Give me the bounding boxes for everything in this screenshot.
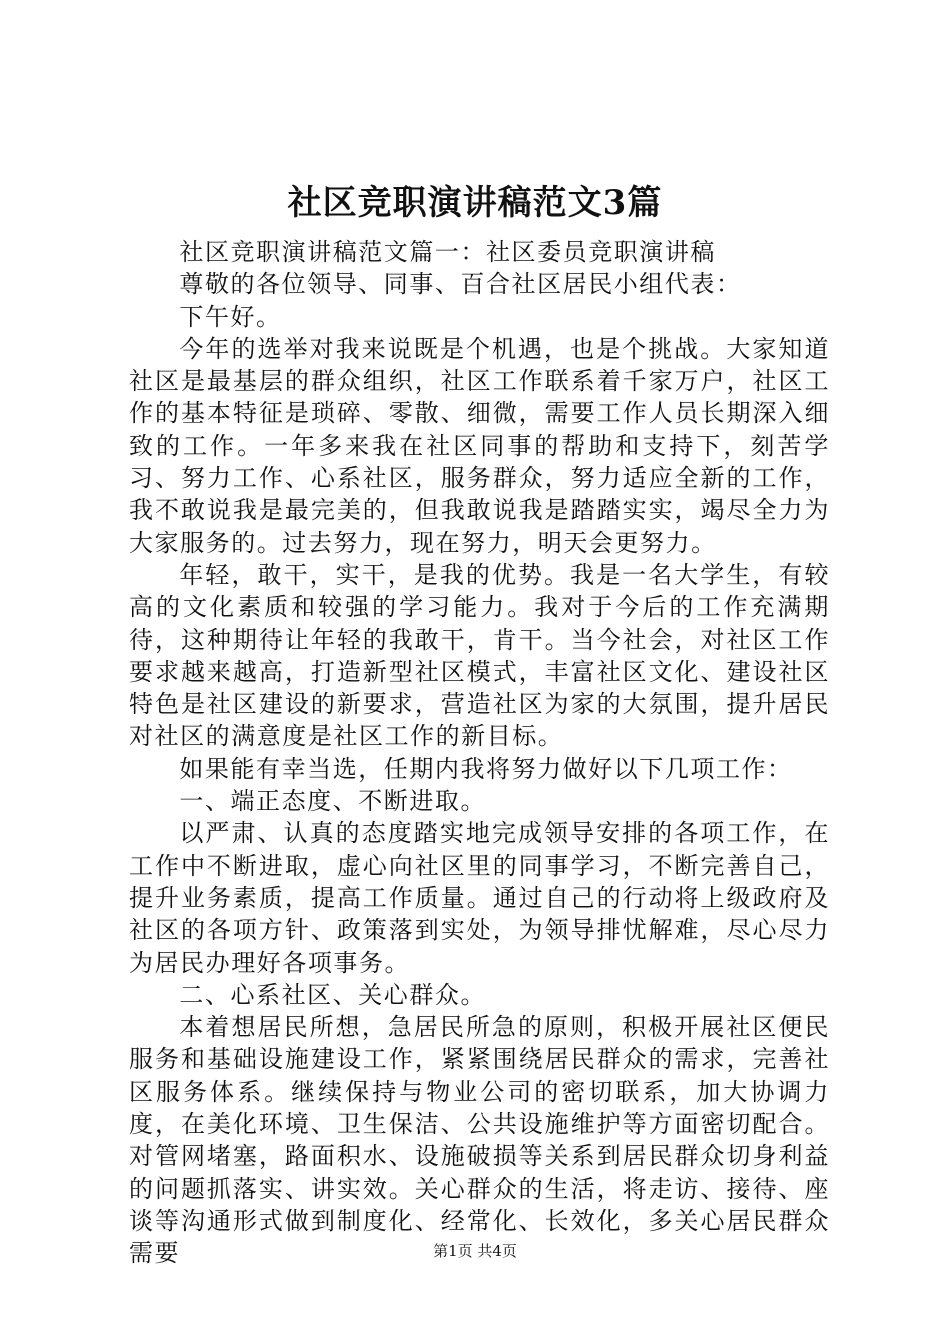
paragraph: 二、心系社区、关心群众。 [179,980,486,1009]
paragraph: 尊敬的各位领导、同事、百合社区居民小组代表： [179,270,742,299]
paragraph: 年轻，敢干，实干，是我的优势。我是一名大学生，有较高的文化素质和较强的学习能力。我对于今后的工作充满期待，这种期待让年轻的我敢干，肯干。当今社会，对社区工作要求越来越高，打造新型社区模式，丰富社区文化、建设社区特色是社区建设的新要求，营造社区为家的大氛围，提升居民对社区的满意度是社区工作的新目标。 [129,560,830,751]
paragraph: 今年的选举对我来说既是个机遇，也是个挑战。大家知道社区是最基层的群众组织，社区工作联系着千家万户，社区工作的基本特征是琐碎、零散、细微，需要工作人员长期深入细致的工作。一年多来我在社区同事的帮助和支持下，刻苦学习、努力工作、心系社区，服务群众，努力适应全新的工作，我不敢说我是最完美的，但我敢说我是踏踏实实，竭尽全力为大家服务的。过去努力，现在努力，明天会更努力。 [129,334,830,557]
paragraph: 如果能有幸当选，任期内我将努力做好以下几项工作： [179,754,793,783]
paragraph: 以严肃、认真的态度踏实地完成领导安排的各项工作，在工作中不断进取，虚心向社区里的同事学习，不断完善自己，提升业务素质，提高工作质量。通过自己的行动将上级政府及社区的各项方针、政策落到实处，为领导排忧解难，尽心尽力为居民办理好各项事务。 [129,819,830,977]
paragraph: 下午好。 [179,302,282,331]
document-title: 社区竞职演讲稿范文3篇 [287,183,663,223]
document-body [129,236,830,1270]
paragraph: 一、端正态度、不断进取。 [179,787,486,816]
paragraph: 本着想居民所想，急居民所急的原则，积极开展社区便民服务和基础设施建设工作，紧紧围绕居民群众的需求，完善社区服务体系。继续保持与物业公司的密切联系，加大协调力度，在美化环境、卫生保洁、公共设施维护等方面密切配合。对管网堵塞，路面积水、设施破损等关系到居民群众切身利益的问题抓落实、讲实效。关心群众的生活，将走访、接待、座谈等沟通形式做到制度化、经常化、长效化，多关心居民群众需要 [129,1013,830,1268]
page-number-footer: 第1页 共4页 [433,1242,517,1260]
paragraph: 社区竞职演讲稿范文篇一：社区委员竞职演讲稿 [179,238,716,266]
